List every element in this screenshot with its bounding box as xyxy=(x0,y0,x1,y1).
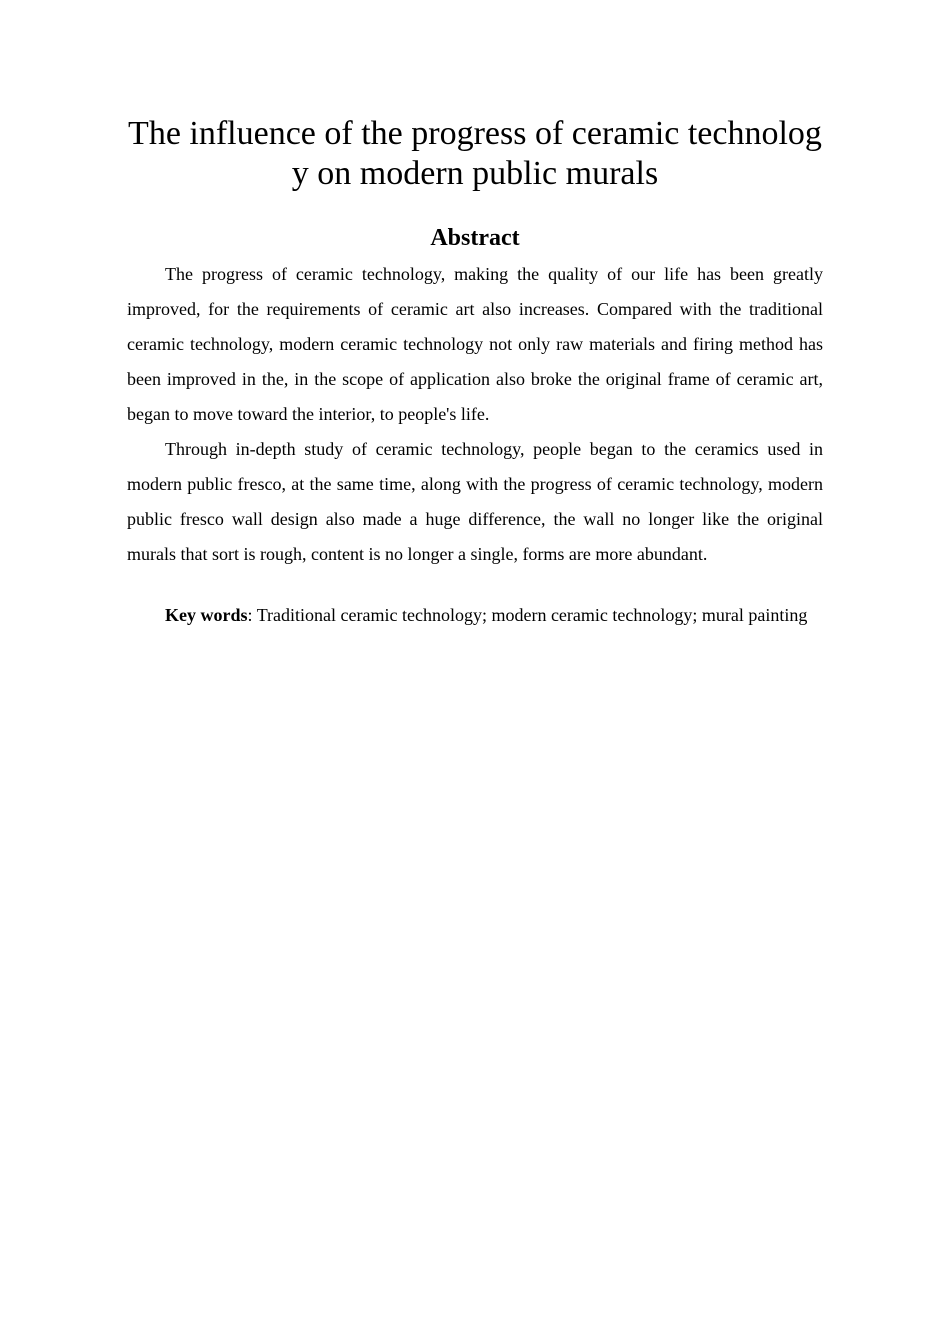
keywords-separator: : xyxy=(247,605,257,625)
keywords-text: Traditional ceramic technology; modern ceramic technology; mural painting xyxy=(256,605,808,625)
abstract-heading: Abstract xyxy=(430,225,520,251)
paper-title: The influence of the progress of ceramic technology on modern public murals xyxy=(128,115,822,192)
keywords-label: Key words xyxy=(165,605,248,625)
abstract-paragraph-1: The progress of ceramic technology, making the quality of our life has been greatly improved, for the requirements of ceramic art also increases. Compared with the traditional ceramic technology, modern ceramic technology not only raw materials and firing method has been improved in the, in the scope of application also broke the original frame of ceramic art, began to move toward the interior, to people's life. xyxy=(127,264,823,424)
abstract-paragraph-2: Through in-depth study of ceramic technology, people began to the ceramics used in modern public fresco, at the same time, along with the progress of ceramic technology, modern public fresco wall design also made a huge difference, the wall no longer like the original murals that sort is rough, content is no longer a single, forms are more abundant. xyxy=(127,439,823,564)
abstract-body xyxy=(127,257,823,572)
keywords-line xyxy=(127,598,823,633)
